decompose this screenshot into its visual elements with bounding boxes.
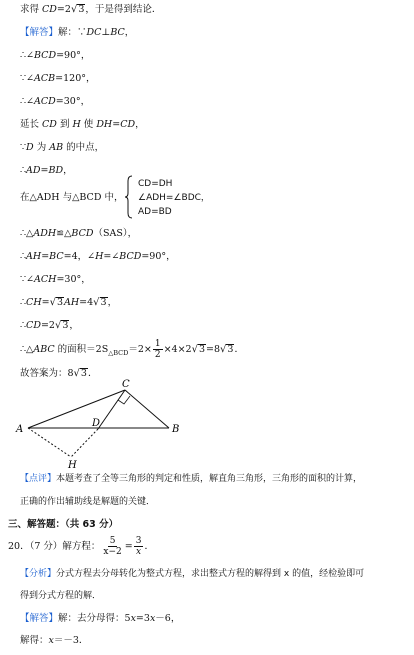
system-line: ∠ADH=∠BDC， [138,193,210,203]
text: 使 [80,119,97,130]
text: ∴△ [20,228,34,239]
math-var: AD [26,165,41,176]
subscript: △BCD [108,348,129,357]
text: 为 [33,142,50,153]
line-comment [20,496,155,509]
line-step [20,296,117,309]
text: 在△ADH 与△BCD 中， [20,192,124,203]
text: （SAS）， [93,228,138,239]
text: 的面积＝2S [54,344,109,355]
line-step [20,319,79,332]
math-var: BCD [34,50,57,61]
math-var: x [48,635,54,646]
fraction [153,339,163,360]
sqrt-sign: √ [191,344,198,355]
solution-tag: 【解答】 [20,27,59,38]
math-var: CH [26,297,42,308]
system-line: AD=BD [138,207,172,217]
segment-dh [71,429,98,457]
line-step [20,141,104,154]
line-analysis [20,590,101,603]
math-var: DC⊥BC [86,27,125,38]
text: =120°， [55,73,96,84]
math-var: x [130,613,136,624]
text: 正确的作出辅助线是解题的关键． [20,497,156,507]
sqrt-radicand: 3 [56,297,63,308]
text: 故答案为：8 [20,368,74,379]
math-var: ACB [34,73,56,84]
label-d: D [92,418,101,429]
numerator: 5 [109,536,116,546]
denominator: x [136,547,142,557]
text: ∴ [20,297,27,308]
text: =3 [135,613,150,624]
math-var: BD [48,165,64,176]
line-step [20,95,90,108]
text: = [40,165,49,176]
math-var: D [26,142,34,153]
text: ， [63,165,73,176]
math-var: CD [42,4,57,15]
line-step [20,227,137,240]
text: ，于是得到结论． [85,4,162,15]
text: ， [69,320,79,331]
text: ＝－3． [53,635,89,646]
text: ∴∠ [20,96,35,107]
sqrt-radicand: 3 [100,297,107,308]
text: =30°， [56,274,91,285]
sqrt-sign: √ [93,297,100,308]
math-var: BCD [71,228,94,239]
text: 20．（7 分）解方程： [8,541,101,552]
fraction [101,536,123,557]
text: ×4×2 [163,344,192,355]
text: 本题考查了全等三角形的判定和性质，解直角三角形，三角形的面积的计算， [56,474,363,484]
text: 的中点， [63,142,105,153]
line-solution [20,634,88,647]
math-var: CD [42,119,57,130]
analysis-tag: 【分析】 [20,569,57,579]
text: =∠ [103,251,120,262]
text: ， [124,27,135,38]
sqrt-radicand: 3 [78,4,85,15]
math-var: AH [26,251,42,262]
label-c: C [122,379,130,390]
math-var: H [95,251,104,262]
sqrt-radicand: 3 [227,344,234,355]
sqrt-radicand: 3 [62,320,69,331]
text: ． [144,541,154,552]
math-var: BC [49,251,64,262]
math-var: ACD [34,96,56,107]
text: ∴∠ [20,50,35,61]
denominator: 2 [154,350,161,360]
math-var: AB [49,142,64,153]
segment-ac [28,390,125,428]
text: ∴△ [20,344,34,355]
text: 解得： [20,635,49,646]
text: 到 [56,119,73,130]
triangle-figure [14,378,194,470]
system-line: CD=DH [138,179,173,189]
text: = [112,119,121,130]
denominator: x−2 [103,547,122,557]
math-var: ABC [33,344,55,355]
math-var: DH [96,119,113,130]
text: = [41,251,50,262]
solution-tag: 【解答】 [20,613,59,624]
sqrt-sign: √ [70,4,78,15]
segment-cd [98,390,125,429]
line-solution [20,612,180,625]
math-var: CD [120,119,136,130]
math-var: AH [64,297,80,308]
text: 分式方程去分母转化为整式方程，求出整式方程的解得到 x 的值，经检验即可 [56,569,365,579]
text: ， [107,297,118,308]
fraction [134,536,144,557]
line-area [20,339,244,363]
text: ∴ [20,165,27,176]
text: ∵∠ [20,73,35,84]
text: =90°， [56,50,91,61]
sqrt-radicand: 3 [80,368,87,379]
text: 延长 [20,119,43,130]
text: ＝2× [128,344,152,355]
text: =30°， [55,96,91,107]
math-var: CD [26,320,41,331]
text: ∴ [20,320,27,331]
text: 求得 [20,4,43,15]
line-step [20,164,73,177]
system-lines [138,177,210,219]
line-step [20,250,176,263]
sqrt-sign: √ [54,320,62,331]
text: =2 [40,320,55,331]
sqrt-sign: √ [220,344,227,355]
line-comment [20,473,362,486]
section-title: 三、解答题：（共 63 分） [8,519,119,530]
label-h: H [68,460,77,470]
math-var: BCD [119,251,142,262]
math-var: ACH [34,274,57,285]
label-a: A [16,424,24,435]
text: ． [87,368,98,379]
numerator: 3 [135,536,142,546]
text: = [41,297,50,308]
text: ≌△ [56,228,72,239]
text: ∴ [20,251,27,262]
brace-icon [125,175,133,219]
line-step [20,72,95,85]
line-solution-start [20,26,134,39]
math-var: ADH [33,228,57,239]
line-step [20,273,91,286]
text: －6， [155,613,181,624]
line-step [20,118,145,131]
math-var: x [149,613,156,624]
sqrt-sign: √ [73,368,80,379]
sqrt-radicand: 3 [198,344,206,355]
label-b: B [172,424,180,435]
segment-ah [28,428,71,457]
sqrt-sign: √ [49,297,56,308]
text: =2 [56,4,71,15]
text: =90°， [141,251,176,262]
line-analysis [20,568,364,581]
text: ∵∠ [20,274,35,285]
line-conclusion [20,3,161,16]
text: 得到分式方程的解． [20,591,102,601]
text: = [124,541,133,552]
numerator: 1 [154,339,161,349]
text: 解：∵ [58,27,87,38]
text: ， [135,119,145,130]
math-var: H [72,119,81,130]
line-step [20,49,90,62]
text: =8 [206,344,221,355]
segment-cb [125,390,169,428]
text: 解：去分母得：5 [58,613,131,624]
text: =4，∠ [63,251,96,262]
comment-tag: 【点评】 [20,474,57,484]
text: ∵ [20,142,27,153]
text: =4 [79,297,94,308]
text: ． [234,344,244,355]
question-20 [8,536,154,558]
